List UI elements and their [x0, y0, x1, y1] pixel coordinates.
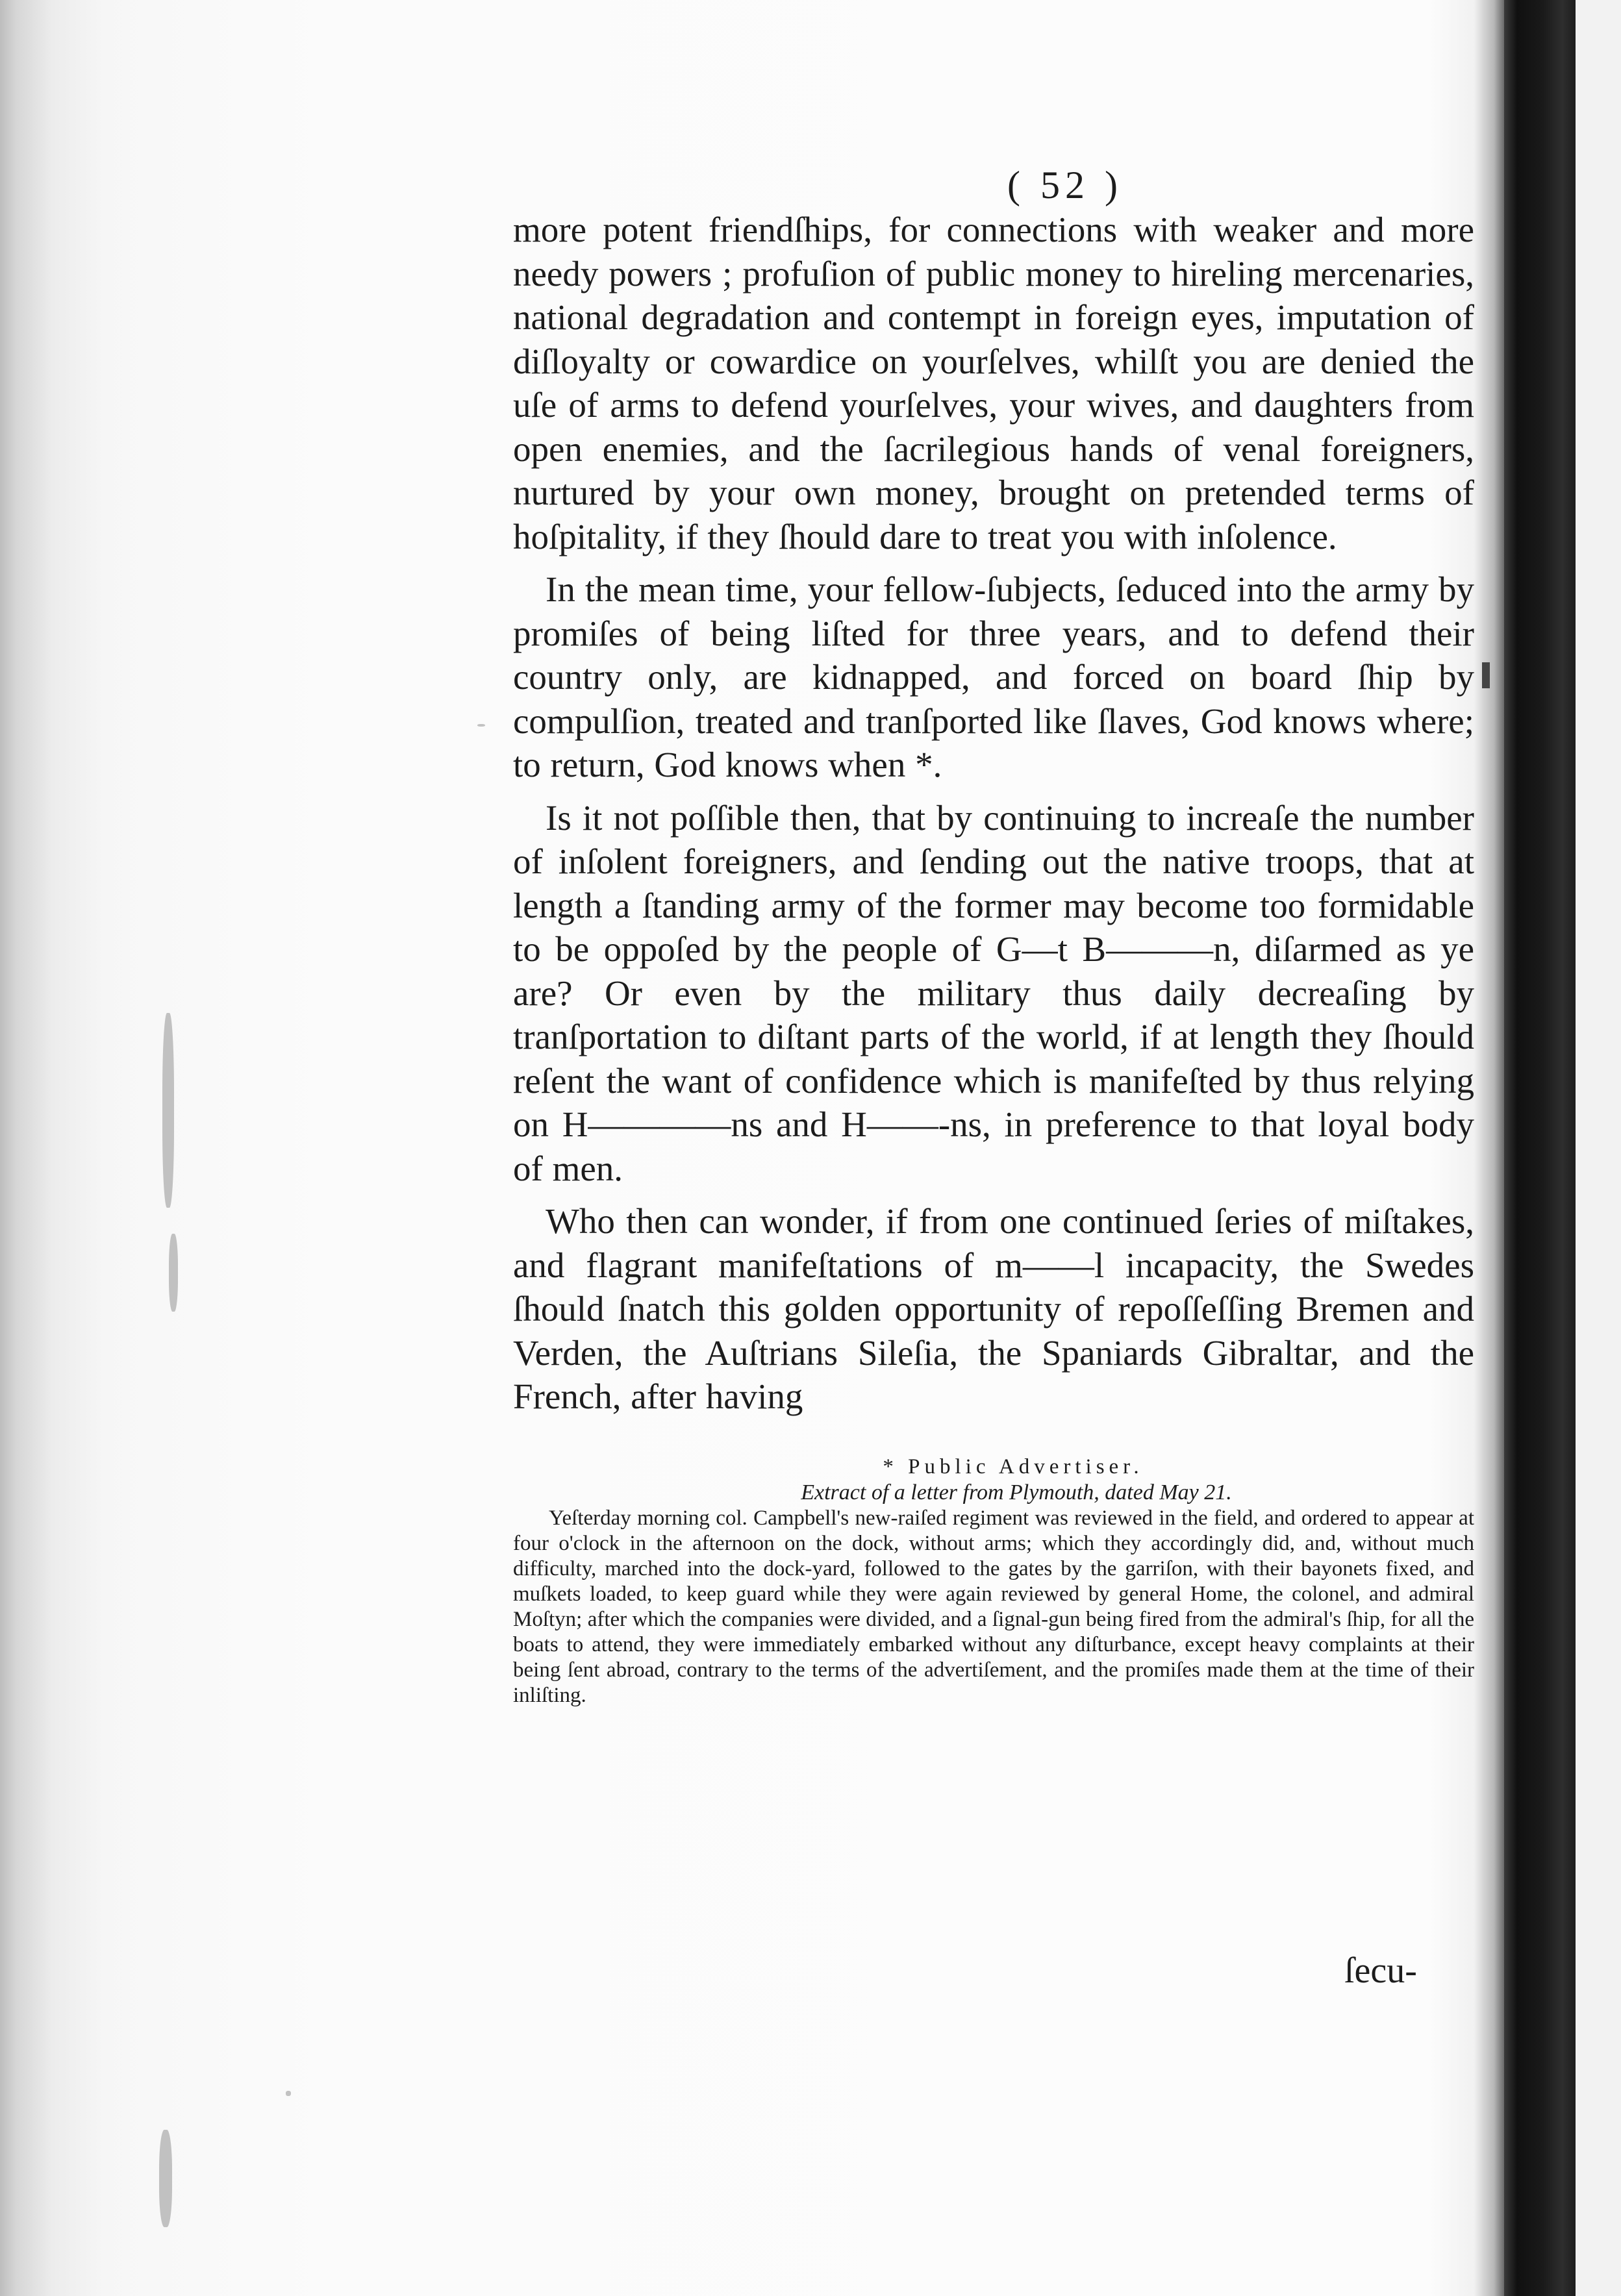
page-left-margin-shadow [0, 0, 143, 2296]
margin-blemish [286, 2091, 291, 2096]
footnote-heading: * Public Advertiser. [883, 1454, 1144, 1479]
footnote-subheading: Extract of a letter from Plymouth, dated May 21. [801, 1480, 1232, 1504]
paragraph-4: Who then can wonder, if from one continued ſeries of miſtakes, and flagrant manifeſtations of m——l incapacity, the Swedes ſhould ſnatch this golden opportunity of repoſſeſſing Bremen and Verden, the Auſtrians Sileſia, the Spaniards Gibraltar, and the French, after having [513, 1201, 1474, 1416]
paragraph-2: In the mean time, your fellow-ſubjects, ſeduced into the army by promiſes of being liſted for three years, and to defend their country only, are kidnapped, and forced on board ſhip by compulſion, treated and tranſported like ſlaves, God knows where; to return, God knows when *. [513, 569, 1474, 784]
margin-blemish [477, 724, 485, 727]
edge-mark [1482, 662, 1490, 688]
book-spine [1504, 0, 1576, 2296]
catchword: ſecu- [1344, 1951, 1417, 1991]
page-right-edge-shadow [1474, 0, 1504, 2296]
paragraph-1: more potent friendſhips, for connections with weaker and more needy powers ; profuſion of public money to hireling mercenaries, national degradation and contempt in foreign eyes, imputation of diſloyalty or cowardice on yourſelves, whilſt you are denied the uſe of arms to defend yourſelves, your wives, and daughters from open enemies, and the ſacrilegious hands of venal foreigners, nurtured by your own money, brought on pretended terms of hoſpitality, if they ſhould dare to treat you with inſolence. [513, 210, 1474, 556]
paragraph-3: Is it not poſſible then, that by continuing to increaſe the number of inſolent foreigners, and ſending out the native troops, that at length a ſtanding army of the former may become too formidable to be oppoſed by the people of G—t B———n, diſarmed as ye are? Or even by the military thus daily decreaſing by tranſportation to diſtant parts of the world, if at length they ſhould reſent the want of confidence which is manifeſted by thus relying on H————ns and H——-ns, in preference to that loyal body of men. [513, 797, 1474, 1188]
scan-background [1576, 0, 1621, 2296]
margin-blemish [162, 1013, 174, 1208]
main-text-block [513, 162, 1474, 1708]
page-number: ( 52 ) [1007, 164, 1123, 206]
margin-blemish [159, 2130, 172, 2227]
footnote-body: Yeſterday morning col. Campbell's new-raiſed regiment was reviewed in the field, and ordered to appear at four o'clock in the afternoon on the dock, without arms; which they accordingly did, and, without much difficulty, marched into the dock-yard, followed to the gates by the garriſon, with their bayonets fixed, and muſkets loaded, to keep guard while they were again reviewed by general Home, the colonel, and admiral Moſtyn; after which the companies were divided, and a ſignal-gun being fired from the admiral's ſhip, for all the boats to attend, they were immediately embarked without any diſturbance, except heavy complaints at their being ſent abroad, contrary to the terms of the advertiſement, and the promiſes made them at the time of their inliſting. [513, 1506, 1474, 1707]
margin-blemish [169, 1234, 178, 1312]
